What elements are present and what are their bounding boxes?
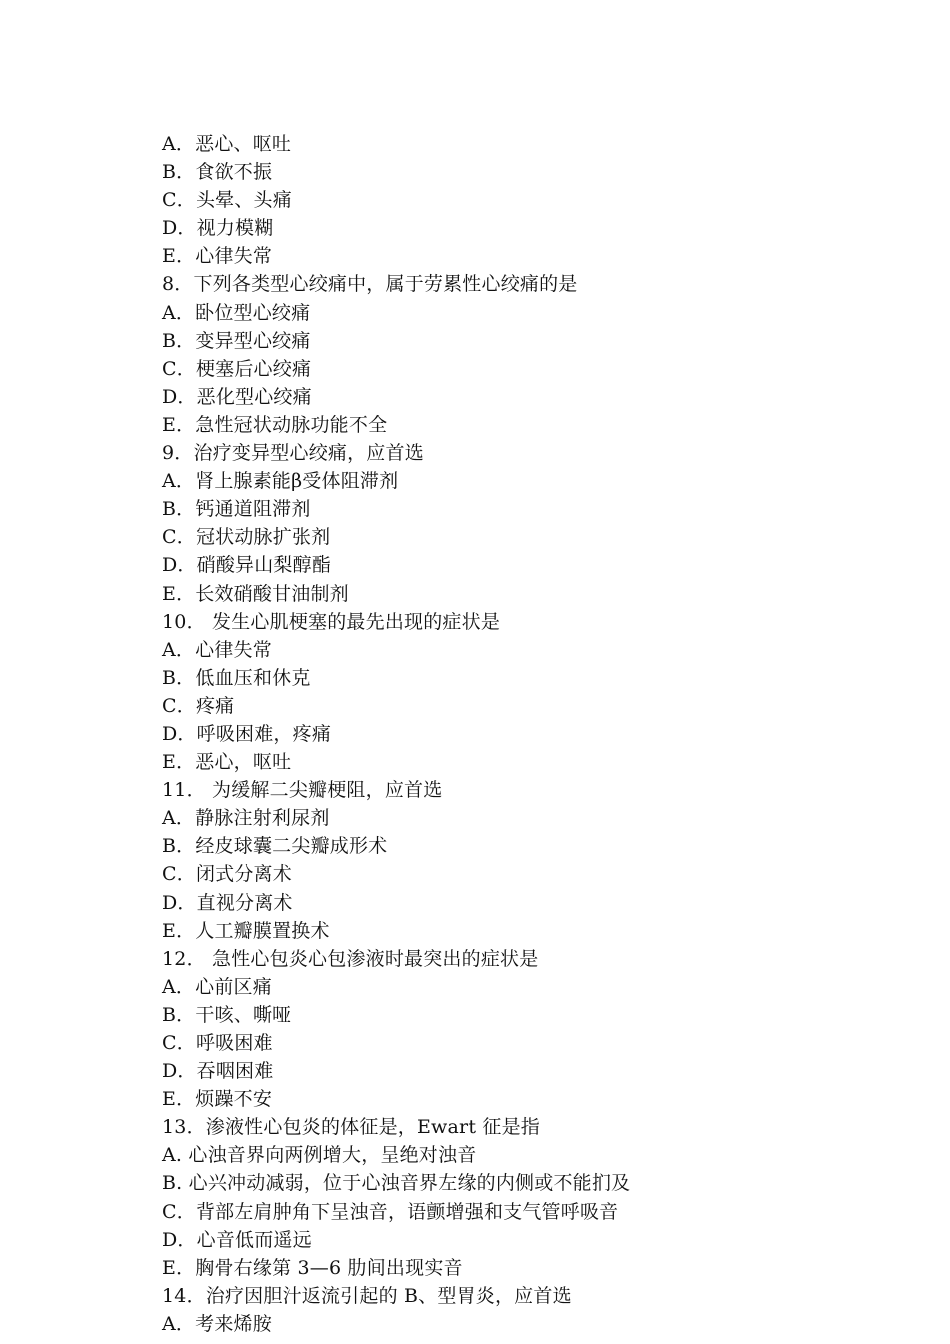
option-line: A．卧位型心绞痛 <box>162 301 311 324</box>
question-list <box>162 130 922 1338</box>
option-line: D．直视分离术 <box>162 891 293 914</box>
question-line: 13．渗液性心包炎的体征是，Ewart 征是指 <box>162 1116 540 1139</box>
option-line: D．呼吸困难，疼痛 <box>162 722 332 745</box>
option-line: E．人工瓣膜置换术 <box>162 919 330 942</box>
option-line: B．干咳、嘶哑 <box>162 1003 292 1026</box>
option-line: A．恶心、呕吐 <box>162 133 292 155</box>
option-line: C．背部左肩肿角下呈浊音，语颤增强和支气管呼吸音 <box>162 1200 619 1223</box>
option-line: B．变异型心绞痛 <box>162 329 311 352</box>
option-line: D．心音低而遥远 <box>162 1228 312 1251</box>
option-line: E．烦躁不安 <box>162 1088 273 1111</box>
option-line: E．心律失常 <box>162 245 273 268</box>
option-line: B．食欲不振 <box>162 161 273 184</box>
option-line: C．头晕、头痛 <box>162 189 292 212</box>
option-line: A．肾上腺素能β受体阻滞剂 <box>162 470 399 493</box>
option-line: D．视力模糊 <box>162 217 274 240</box>
question-line: 12． 急性心包炎心包渗液时最突出的症状是 <box>162 947 539 970</box>
option-line: D．吞咽困难 <box>162 1060 274 1083</box>
option-line: D．硝酸异山梨醇酯 <box>162 554 332 577</box>
question-line: 8．下列各类型心绞痛中，属于劳累性心绞痛的是 <box>162 273 578 296</box>
option-line: A．静脉注射利尿剂 <box>162 807 330 830</box>
question-line: 14．治疗因胆汁返流引起的 B、型胃炎，应首选 <box>162 1284 572 1307</box>
option-line: E．长效硝酸甘油制剂 <box>162 582 349 605</box>
option-line: E．急性冠状动脉功能不全 <box>162 413 388 436</box>
question-line: 9．治疗变异型心绞痛，应首选 <box>162 442 424 465</box>
question-line: 10． 发生心肌梗塞的最先出现的症状是 <box>162 610 501 633</box>
option-line: B．低血压和休克 <box>162 666 311 689</box>
option-line: C．梗塞后心绞痛 <box>162 357 312 380</box>
option-line: C．冠状动脉扩张剂 <box>162 526 331 549</box>
option-line: C．闭式分离术 <box>162 863 292 886</box>
option-line: B．钙通道阻滞剂 <box>162 498 311 521</box>
option-line: A．考来烯胺 <box>162 1312 272 1335</box>
question-line: 11． 为缓解二尖瓣梗阻，应首选 <box>162 779 443 802</box>
option-line: C．疼痛 <box>162 694 235 717</box>
option-line: B．经皮球囊二尖瓣成形术 <box>162 835 388 858</box>
option-line: C．呼吸困难 <box>162 1032 273 1054</box>
option-line: A. 心浊音界向两例增大，呈绝对浊音 <box>162 1144 477 1167</box>
option-line: A．心前区痛 <box>162 975 272 998</box>
option-line: A．心律失常 <box>162 638 272 661</box>
option-line: E．恶心，呕吐 <box>162 751 292 774</box>
option-line: D．恶化型心绞痛 <box>162 385 312 408</box>
option-line: E．胸骨右缘第 3—6 肋间出现实音 <box>162 1256 463 1279</box>
option-line: B. 心兴冲动减弱，位于心浊音界左缘的内侧或不能扪及 <box>162 1172 631 1195</box>
